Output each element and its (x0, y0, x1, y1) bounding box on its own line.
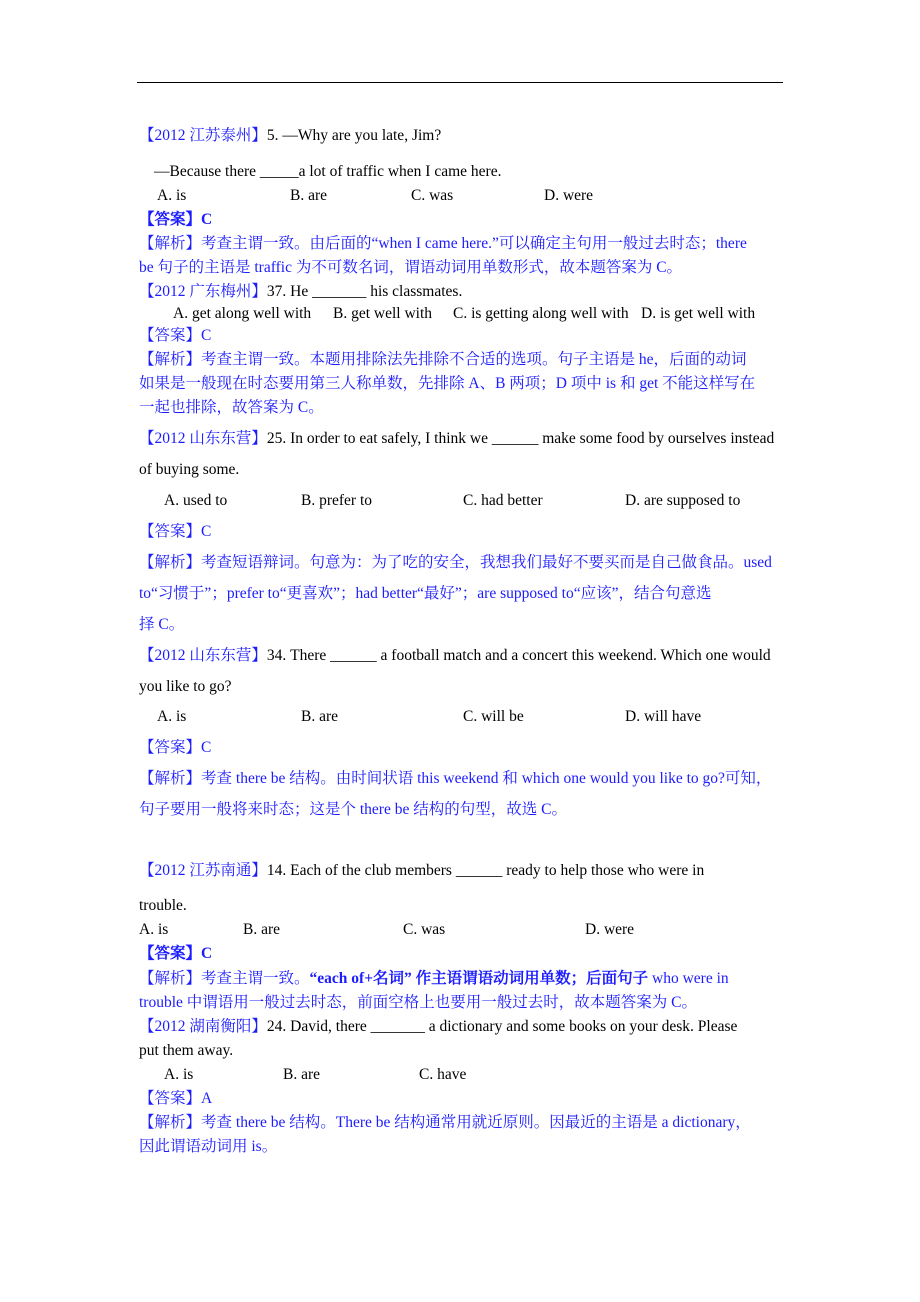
header-rule (137, 82, 783, 83)
option-d: D. were (585, 921, 635, 938)
question-3-explanation-2: to“习惯于”；prefer to“更喜欢”；had better“最好”；are supposed to“应该”，结合句意选 (139, 585, 712, 602)
question-4-stem: 34. There ______ a football match and a concert this weekend. Which one would (266, 647, 771, 664)
question-5-explanation-2: trouble 中谓语用一般过去时态，前面空格上也要用一般过去时，故本题答案为 C。 (139, 994, 697, 1011)
question-4-source: 【2012 山东东营】 (139, 647, 267, 664)
option-d: D. were (544, 187, 594, 204)
question-4-options (0, 707, 920, 727)
question-3-answer (139, 522, 211, 542)
option-a: A. is (164, 1066, 194, 1083)
question-1-stem-2: —Because there _____a lot of traffic when I came here. (154, 163, 502, 180)
question-5-stem-2: trouble. (139, 897, 187, 914)
question-3-source: 【2012 山东东营】 (139, 430, 267, 447)
option-a: A. is (157, 708, 187, 725)
option-a: A. is (139, 921, 169, 938)
answer-value: C (201, 739, 212, 756)
question-2-stem: 37. He _______ his classmates. (266, 283, 463, 300)
question-5-stem: 14. Each of the club members ______ ready to help those who were in (266, 862, 705, 879)
option-a: A. used to (164, 492, 228, 509)
question-5-answer (139, 944, 212, 964)
question-5-options (0, 920, 920, 940)
question-6-answer (139, 1089, 212, 1109)
answer-value: A (201, 1090, 213, 1107)
option-c: C. have (419, 1066, 467, 1083)
question-4-stem-2: you like to go? (139, 678, 232, 695)
option-b: B. are (301, 708, 339, 725)
question-4-explanation-2: 句子要用一般将来时态；这是个 there be 结构的句型，故选 C。 (139, 801, 567, 818)
question-1-line-1 (139, 126, 441, 146)
answer-value: C (201, 211, 213, 228)
question-3-stem: 25. In order to eat safely, I think we ______ make some food by ourselves instead (266, 430, 775, 447)
explanation-text: 考查主谓一致。本题用排除法先排除不合适的选项。句子主语是 he，后面的动词 (201, 351, 747, 368)
answer-label: 【答案】 (139, 211, 202, 228)
question-6-source: 【2012 湖南衡阳】 (139, 1018, 267, 1035)
explanation-text: 考查主谓一致。 (201, 970, 310, 987)
question-4-line-1 (139, 646, 771, 666)
explanation-text-tail: who were in (648, 970, 729, 987)
answer-label: 【答案】 (139, 739, 202, 756)
option-c: C. will be (463, 708, 524, 725)
explanation-label: 【解析】 (139, 970, 202, 987)
question-5-line-1 (139, 861, 704, 881)
question-3-explanation-1 (139, 553, 772, 573)
question-1-explanation-2: be 句子的主语是 traffic 为不可数名词，谓语动词用单数形式，故本题答案为 C。 (139, 259, 683, 276)
question-3-explanation-3: 择 C。 (139, 616, 185, 633)
option-b: B. are (283, 1066, 321, 1083)
explanation-text: 考查短语辩词。句意为：为了吃的安全，我想我们最好不要买而是自己做食品。used (201, 554, 772, 571)
question-2-explanation-1 (139, 350, 747, 370)
option-b: B. are (243, 921, 281, 938)
answer-value: C (201, 523, 212, 540)
option-b: B. are (290, 187, 328, 204)
question-2-options (0, 304, 920, 324)
question-6-explanation-2: 因此谓语动词用 is。 (139, 1138, 278, 1155)
option-b: B. prefer to (301, 492, 373, 509)
explanation-label: 【解析】 (139, 235, 202, 252)
explanation-rule: “each of+名词” 作主语谓语动词用单数；后面句子 (309, 970, 649, 987)
question-6-line-1 (139, 1017, 737, 1037)
question-2-line-1 (139, 282, 462, 302)
question-3-stem-2: of buying some. (139, 461, 240, 478)
explanation-label: 【解析】 (139, 351, 202, 368)
explanation-text: 考查 there be 结构。There be 结构通常用就近原则。因最近的主语是 a dictionary， (201, 1114, 751, 1131)
explanation-label: 【解析】 (139, 554, 202, 571)
option-c: C. was (403, 921, 446, 938)
question-2-explanation-3: 一起也排除，故答案为 C。 (139, 399, 324, 416)
question-4-answer (139, 738, 211, 758)
question-1-answer (139, 210, 212, 230)
option-c: C. was (411, 187, 454, 204)
answer-label: 【答案】 (139, 523, 202, 540)
question-3-line-1 (139, 429, 774, 449)
question-1-options (0, 186, 920, 206)
question-2-explanation-2: 如果是一般现在时态要用第三人称单数，先排除 A、B 两项；D 项中 is 和 get 不能这样写在 (139, 375, 756, 392)
question-6-options (0, 1065, 920, 1085)
option-d: D. are supposed to (625, 492, 741, 509)
question-4-explanation-1 (139, 769, 771, 789)
answer-label: 【答案】 (139, 327, 202, 344)
question-1-stem: 5. —Why are you late, Jim? (266, 127, 442, 144)
explanation-text: 考查 there be 结构。由时间状语 this weekend 和 which one would you like to go?可知， (201, 770, 772, 787)
question-3-options (0, 491, 920, 511)
answer-label: 【答案】 (139, 1090, 202, 1107)
question-1-explanation-1 (139, 234, 747, 254)
option-a: A. is (157, 187, 187, 204)
option-c: C. is getting along well with (453, 305, 629, 322)
question-2-source: 【2012 广东梅州】 (139, 283, 267, 300)
answer-value: C (201, 945, 213, 962)
question-2-answer (139, 326, 211, 346)
question-5-explanation-1 (139, 969, 729, 989)
question-6-stem-2: put them away. (139, 1042, 234, 1059)
option-b: B. get well with (333, 305, 433, 322)
option-d: D. will have (625, 708, 702, 725)
explanation-label: 【解析】 (139, 1114, 202, 1131)
option-c: C. had better (463, 492, 543, 509)
question-6-explanation-1 (139, 1113, 751, 1133)
question-1-source: 【2012 江苏泰州】 (139, 127, 267, 144)
question-5-source: 【2012 江苏南通】 (139, 862, 267, 879)
question-6-stem: 24. David, there _______ a dictionary and some books on your desk. Please (266, 1018, 738, 1035)
answer-value: C (201, 327, 212, 344)
explanation-label: 【解析】 (139, 770, 202, 787)
answer-label: 【答案】 (139, 945, 202, 962)
option-a: A. get along well with (173, 305, 312, 322)
explanation-text: 考查主谓一致。由后面的“when I came here.”可以确定主句用一般过去时态；there (201, 235, 747, 252)
option-d: D. is get well with (641, 305, 756, 322)
